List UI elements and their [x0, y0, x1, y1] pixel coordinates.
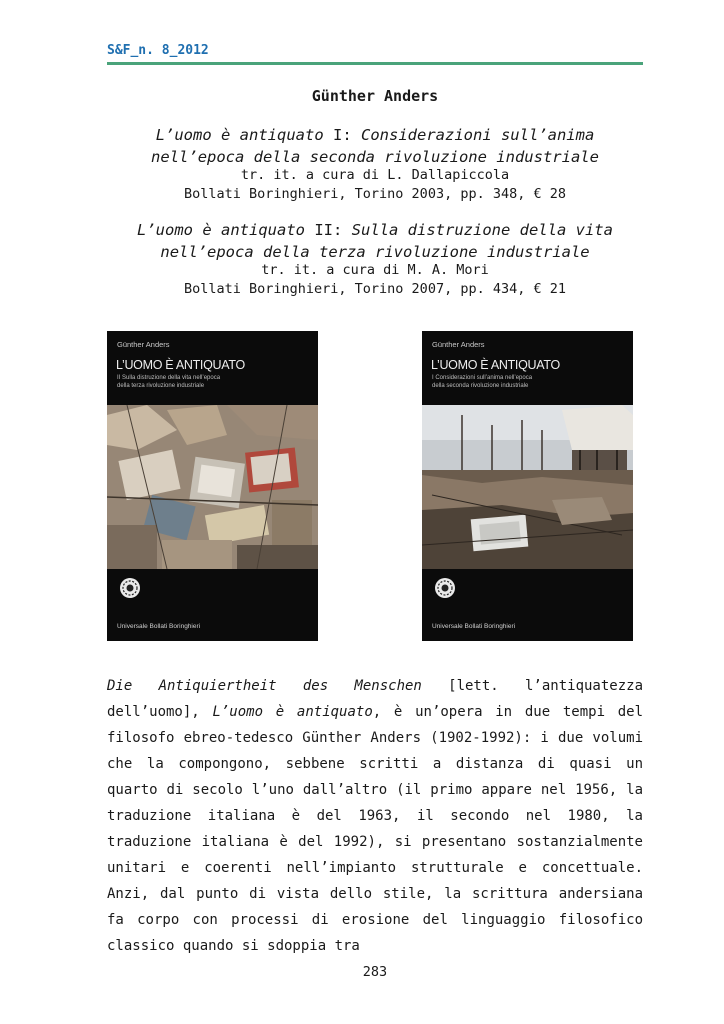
book2-translator: tr. it. a cura di M. A. Mori	[261, 262, 489, 278]
book1-volume: I:	[323, 126, 361, 144]
book2-title	[107, 219, 643, 263]
cover-title: L’UOMO È ANTIQUATO	[431, 358, 560, 372]
cover-subtitle-line2: della seconda rivoluzione industriale	[432, 383, 529, 389]
italian-title: L’uomo è antiquato	[212, 704, 373, 720]
book1-publication: Bollati Boringhieri, Torino 2003, pp. 348, € 28	[183, 186, 566, 202]
book1-translator: tr. it. a cura di L. Dallapiccola	[240, 167, 510, 183]
cover-series: Universale Bollati Boringhieri	[117, 623, 201, 630]
cover-author: Günther Anders	[432, 340, 485, 349]
cover-subtitle	[117, 374, 307, 390]
publisher-logo-icon	[119, 577, 141, 599]
book2-subtitle-line1: Sulla distruzione della vita	[351, 221, 613, 239]
header-rule	[107, 62, 643, 65]
cover-subtitle-line2: della terza rivoluzione industriale	[117, 383, 205, 389]
publisher-logo-icon	[434, 577, 456, 599]
book-cover-volume-2	[107, 331, 318, 641]
cover-title: L’UOMO È ANTIQUATO	[116, 358, 245, 372]
reviewed-author: Günther Anders	[311, 87, 439, 105]
cover-subtitle-line1: II Sulla distruzione della vita nell’epoca	[117, 375, 221, 381]
book2-volume: II:	[305, 221, 352, 239]
cover-series: Universale Bollati Boringhieri	[432, 623, 516, 630]
book2-meta	[107, 261, 643, 299]
cover-photo-ruins	[422, 405, 633, 569]
book1-meta	[107, 166, 643, 204]
page-number: 283	[362, 964, 388, 980]
body-text-a: [lett. l’antiquatezza dell’uomo],	[107, 678, 643, 720]
book-cover-volume-1	[422, 331, 633, 641]
cover-subtitle	[432, 374, 622, 390]
cover-subtitle-line1: I Considerazioni sull’anima nell’epoca	[432, 375, 533, 381]
review-paragraph	[107, 673, 643, 959]
book1-subtitle-line1: Considerazioni sull’anima	[361, 126, 595, 144]
book1-subtitle-line2: nell’epoca della seconda rivoluzione industriale	[151, 148, 599, 166]
body-text-b: , è un’opera in due tempi del filosofo ebreo-tedesco Günther Anders (1902-1992): i due volumi che la compongono, sebbene scritti a distanza di quasi un quarto di secolo l’uno dall’altro (il primo appare nel 1956, la traduzione italiana è del 1963, il secondo nel 1980, la traduzione italiana è del 1992), si presentano sostanzialmente unitari e coerenti nell’impianto strutturale e concettuale. Anzi, dal punto di vista dello stile, la scrittura andersiana fa corpo con processi di erosione del linguaggio filosofico classico quando si sdoppia tra	[107, 704, 644, 954]
journal-tag: S&F_n. 8_2012	[107, 43, 209, 58]
original-title: Die Antiquiertheit des Menschen	[107, 678, 422, 694]
book1-title	[107, 124, 643, 168]
book1-title-main: L’uomo è antiquato	[155, 126, 324, 144]
book2-publication: Bollati Boringhieri, Torino 2007, pp. 434, € 21	[183, 281, 566, 297]
review-body	[107, 673, 643, 959]
cover-author: Günther Anders	[117, 340, 170, 349]
book2-subtitle-line2: nell’epoca della terza rivoluzione industriale	[160, 243, 590, 261]
cover-photo-debris	[107, 405, 318, 569]
book2-title-main: L’uomo è antiquato	[137, 221, 305, 239]
